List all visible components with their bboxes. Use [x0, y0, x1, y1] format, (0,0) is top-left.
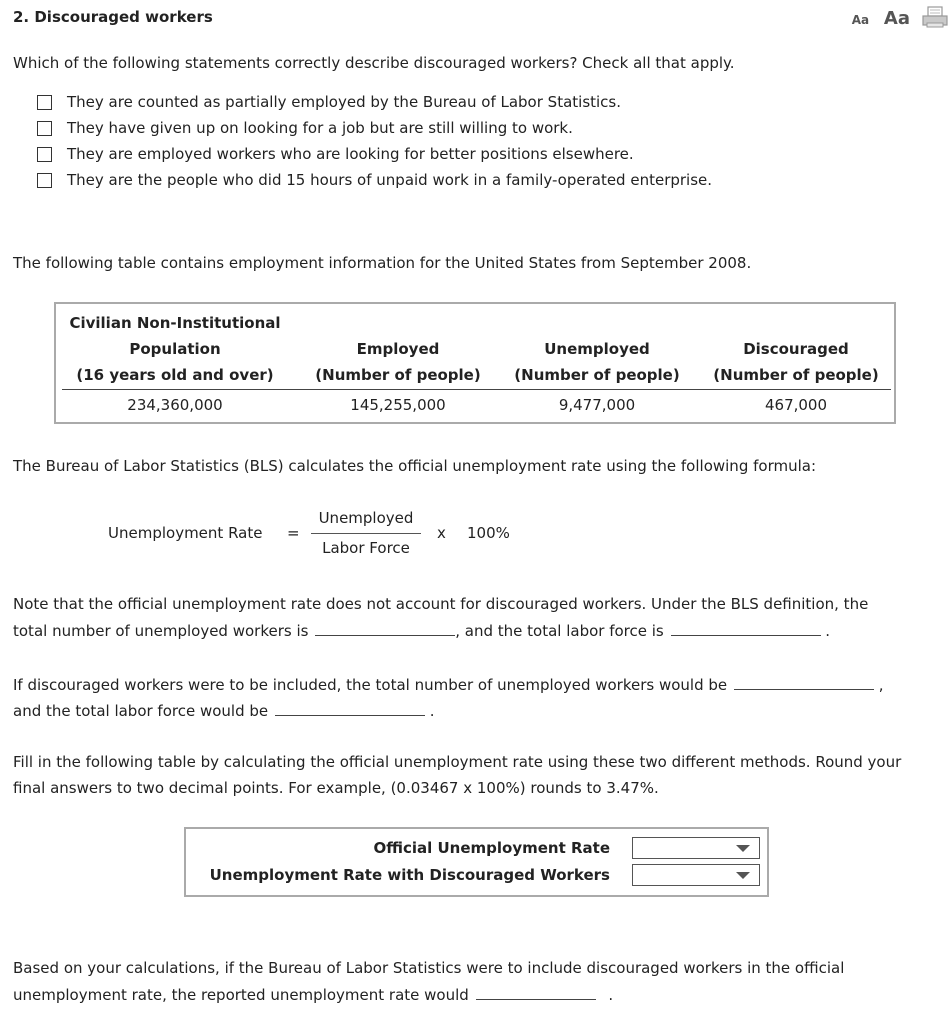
formula-numerator: Unemployed [318, 509, 414, 527]
labor-force-with-discouraged-input[interactable] [275, 697, 425, 716]
conclusion-line-2: unemployment rate, the reported unemployment rate would . [13, 981, 613, 1008]
fill-line-1: Fill in the following table by calculating the official unemployment rate using these two different methods. Round your [13, 753, 902, 771]
option-row[interactable] [37, 89, 621, 115]
discouraged-line-2: and the total labor force would be . [13, 697, 434, 724]
cell-employed: 145,255,000 [350, 396, 446, 414]
formula-lhs: Unemployment Rate [108, 524, 263, 542]
table-intro: The following table contains employment information for the United States from September 2008. [13, 254, 752, 272]
table-divider [62, 389, 891, 390]
option-row[interactable] [37, 115, 573, 141]
option-label: They are employed workers who are looking for better positions elsewhere. [67, 145, 634, 163]
formula-times: x [437, 524, 446, 542]
header-employed: Employed (Number of people) [315, 340, 481, 384]
note-line-2: total number of unemployed workers is , and the total labor force is . [13, 617, 830, 644]
chevron-down-icon [736, 845, 750, 852]
font-decrease-button[interactable]: Aa [851, 13, 870, 27]
fraction-bar [311, 533, 421, 534]
official-rate-label: Official Unemployment Rate [373, 839, 610, 857]
option-checkbox[interactable] [37, 95, 52, 110]
question-title: 2. Discouraged workers [13, 8, 213, 26]
discouraged-rate-label: Unemployment Rate with Discouraged Workers [209, 866, 610, 884]
formula-intro: The Bureau of Labor Statistics (BLS) calculates the official unemployment rate using the following formula: [13, 457, 816, 475]
option-checkbox[interactable] [37, 173, 52, 188]
option-row[interactable] [37, 167, 712, 193]
labor-force-bls-input[interactable] [671, 617, 821, 636]
option-row[interactable] [37, 141, 634, 167]
font-size-controls [852, 8, 910, 29]
option-checkbox[interactable] [37, 147, 52, 162]
discouraged-rate-dropdown[interactable] [632, 864, 760, 886]
cell-unemployed: 9,477,000 [558, 396, 636, 414]
print-icon[interactable] [922, 6, 948, 28]
fill-line-2: final answers to two decimal points. For example, (0.03467 x 100%) rounds to 3.47%. [13, 779, 659, 797]
header-discouraged: Discouraged (Number of people) [713, 340, 879, 384]
chevron-down-icon [736, 872, 750, 879]
conclusion-line-1: Based on your calculations, if the Bureau of Labor Statistics were to include discouraged workers in the official [13, 959, 845, 977]
option-checkbox[interactable] [37, 121, 52, 136]
formula-equals: = [287, 524, 300, 542]
option-label: They have given up on looking for a job but are still willing to work. [67, 119, 573, 137]
discouraged-line-1: If discouraged workers were to be included, the total number of unemployed workers would be , [13, 671, 883, 698]
formula-denominator: Labor Force [322, 539, 410, 557]
header-unemployed: Unemployed (Number of people) [514, 340, 680, 384]
formula-percent: 100% [467, 524, 510, 542]
unemployed-bls-input[interactable] [315, 617, 455, 636]
option-label: They are the people who did 15 hours of unpaid work in a family-operated enterprise. [67, 171, 713, 189]
cell-discouraged: 467,000 [764, 396, 828, 414]
option-label: They are counted as partially employed by the Bureau of Labor Statistics. [67, 93, 622, 111]
font-increase-button[interactable]: Aa [883, 8, 910, 29]
official-rate-dropdown[interactable] [632, 837, 760, 859]
header-population: Civilian Non-Institutional Population (16 years old and over) [69, 314, 281, 384]
conclusion-answer-input[interactable] [476, 981, 596, 1000]
note-line-1: Note that the official unemployment rate does not account for discouraged workers. Under the BLS definition, the [13, 595, 869, 613]
unemployed-with-discouraged-input[interactable] [734, 671, 874, 690]
question-prompt: Which of the following statements correctly describe discouraged workers? Check all that apply. [13, 54, 735, 72]
cell-population: 234,360,000 [127, 396, 223, 414]
